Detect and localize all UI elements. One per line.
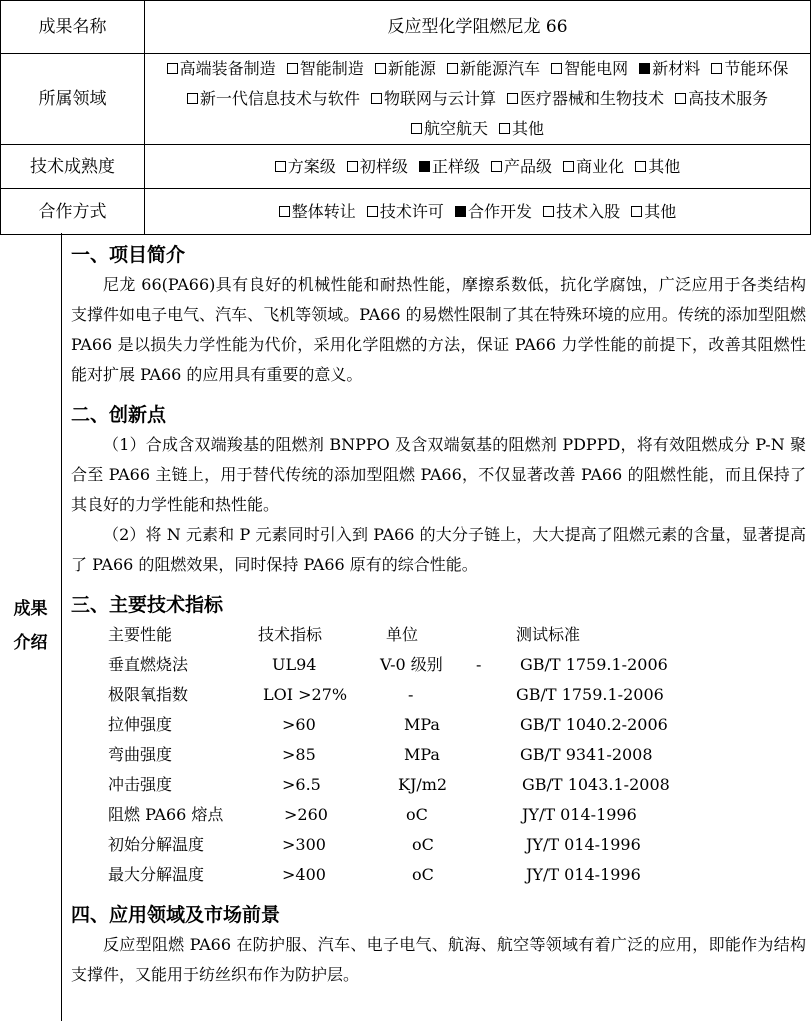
section-title-applications: 四、应用领域及市场前景 bbox=[71, 904, 281, 926]
innovation-paragraph-1: （1）合成含双端羧基的阻燃剂 BNPPO 及含双端氨基的阻燃剂 PDPPD，将有效阻燃成分 P-N 聚合至 PA66 主链上，用于替代传统的添加型阻燃 PA66，不仅显著改善 PA66 的阻燃性能，而且保持了其良好的力学性能和热性能。 bbox=[71, 435, 806, 514]
spec-row: 最大分解温度 >400 oC JY/T 014-1996 bbox=[108, 865, 641, 884]
spec-row: 弯曲强度 >85 MPa GB/T 9341-2008 bbox=[108, 745, 653, 764]
checkbox-icon bbox=[167, 63, 178, 74]
row-cooperation bbox=[1, 189, 811, 235]
checkbox-icon bbox=[279, 206, 290, 217]
option-maturity-other[interactable]: 其他 bbox=[635, 152, 680, 182]
checkbox-icon bbox=[711, 63, 722, 74]
checkbox-icon bbox=[367, 206, 378, 217]
option-high-end-equipment[interactable]: 高端装备制造 bbox=[167, 54, 276, 84]
checkbox-icon bbox=[275, 161, 286, 172]
option-new-energy[interactable]: 新能源 bbox=[375, 54, 436, 84]
checkbox-icon bbox=[447, 63, 458, 74]
option-transfer[interactable]: 整体转让 bbox=[279, 197, 356, 227]
checkbox-icon bbox=[347, 161, 358, 172]
checkbox-icon bbox=[499, 123, 510, 134]
spec-row: 拉伸强度 >60 MPa GB/T 1040.2-2006 bbox=[108, 715, 668, 734]
maturity-label: 技术成熟度 bbox=[1, 145, 145, 189]
spec-header: 主要性能 技术指标 单位 测试标准 bbox=[108, 625, 581, 644]
field-options bbox=[145, 54, 811, 145]
cooperation-options bbox=[145, 189, 811, 235]
option-aerospace[interactable]: 航空航天 bbox=[411, 114, 488, 144]
checkbox-checked-icon bbox=[639, 63, 650, 74]
checkbox-icon bbox=[635, 161, 646, 172]
checkbox-icon bbox=[287, 63, 298, 74]
option-iot-cloud[interactable]: 物联网与云计算 bbox=[371, 84, 496, 114]
option-product[interactable]: 产品级 bbox=[491, 152, 552, 182]
spec-row: 垂直燃烧法 UL94 V-0 级别 - GB/T 1759.1-2006 bbox=[108, 655, 668, 674]
option-it-software[interactable]: 新一代信息技术与软件 bbox=[187, 84, 360, 114]
overview-paragraph: 尼龙 66(PA66)具有良好的机械性能和耐热性能，摩擦系数低，抗化学腐蚀，广泛应用于各类结构支撑件如电子电气、汽车、飞机等领域。PA66 的易燃性限制了其在特殊环境的应用。传统的添加型阻燃 PA66 是以损失力学性能为代价，采用化学阻燃的方法，保证 PA66 力学性能的前提下，改善其阻燃性能对扩展 PA66 的应用具有重要的意义。 bbox=[71, 275, 806, 384]
option-other[interactable]: 其他 bbox=[499, 114, 544, 144]
result-name-label: 成果名称 bbox=[1, 1, 145, 54]
intro-content bbox=[71, 240, 806, 990]
maturity-options bbox=[145, 145, 811, 189]
option-smart-manufacturing[interactable]: 智能制造 bbox=[287, 54, 364, 84]
spec-row: 极限氧指数 LOI >27% - GB/T 1759.1-2006 bbox=[108, 685, 664, 704]
option-prototype[interactable]: 初样级 bbox=[347, 152, 408, 182]
checkbox-icon bbox=[551, 63, 562, 74]
section-title-specs: 三、主要技术指标 bbox=[71, 594, 224, 616]
section-title-innovation: 二、创新点 bbox=[71, 404, 167, 426]
checkbox-checked-icon bbox=[455, 206, 466, 217]
checkbox-icon bbox=[491, 161, 502, 172]
option-coop-other[interactable]: 其他 bbox=[631, 197, 676, 227]
option-energy-saving[interactable]: 节能环保 bbox=[711, 54, 788, 84]
checkbox-icon bbox=[375, 63, 386, 74]
section-title-overview: 一、项目简介 bbox=[71, 244, 186, 266]
option-commercial[interactable]: 商业化 bbox=[563, 152, 624, 182]
option-license[interactable]: 技术许可 bbox=[367, 197, 444, 227]
info-table bbox=[0, 0, 811, 235]
cooperation-label: 合作方式 bbox=[1, 189, 145, 235]
checkbox-icon bbox=[187, 93, 198, 104]
spec-row: 阻燃 PA66 熔点 >260 oC JY/T 014-1996 bbox=[108, 805, 637, 824]
field-label: 所属领域 bbox=[1, 54, 145, 145]
side-label: 成果 介绍 bbox=[13, 599, 48, 653]
option-medical-bio[interactable]: 医疗器械和生物技术 bbox=[507, 84, 664, 114]
option-final-sample[interactable]: 正样级 bbox=[419, 152, 480, 182]
option-smart-grid[interactable]: 智能电网 bbox=[551, 54, 628, 84]
row-maturity bbox=[1, 145, 811, 189]
checkbox-icon bbox=[675, 93, 686, 104]
option-joint-dev[interactable]: 合作开发 bbox=[455, 197, 532, 227]
applications-paragraph: 反应型阻燃 PA66 在防护服、汽车、电子电气、航海、航空等领域有着广泛的应用，即能作为结构支撑件，又能用于纺丝织布作为防护层。 bbox=[71, 935, 806, 984]
option-hi-tech-service[interactable]: 高技术服务 bbox=[675, 84, 768, 114]
option-tech-equity[interactable]: 技术入股 bbox=[543, 197, 620, 227]
row-field bbox=[1, 54, 811, 145]
result-name-value: 反应型化学阻燃尼龙 66 bbox=[145, 1, 811, 54]
checkbox-icon bbox=[371, 93, 382, 104]
spec-table bbox=[108, 620, 806, 890]
checkbox-checked-icon bbox=[419, 161, 430, 172]
innovation-paragraph-2: （2）将 N 元素和 P 元素同时引入到 PA66 的大分子链上，大大提高了阻燃元素的含量，显著提高了 PA66 的阻燃效果，同时保持 PA66 原有的综合性能。 bbox=[71, 525, 806, 574]
option-new-materials[interactable]: 新材料 bbox=[639, 54, 700, 84]
checkbox-icon bbox=[507, 93, 518, 104]
checkbox-icon bbox=[411, 123, 422, 134]
option-new-energy-vehicle[interactable]: 新能源汽车 bbox=[447, 54, 540, 84]
spec-row: 初始分解温度 >300 oC JY/T 014-1996 bbox=[108, 835, 641, 854]
option-scheme[interactable]: 方案级 bbox=[275, 152, 336, 182]
checkbox-icon bbox=[563, 161, 574, 172]
checkbox-icon bbox=[543, 206, 554, 217]
checkbox-icon bbox=[631, 206, 642, 217]
row-result-name bbox=[1, 1, 811, 54]
spec-row: 冲击强度 >6.5 KJ/m2 GB/T 1043.1-2008 bbox=[108, 775, 670, 794]
